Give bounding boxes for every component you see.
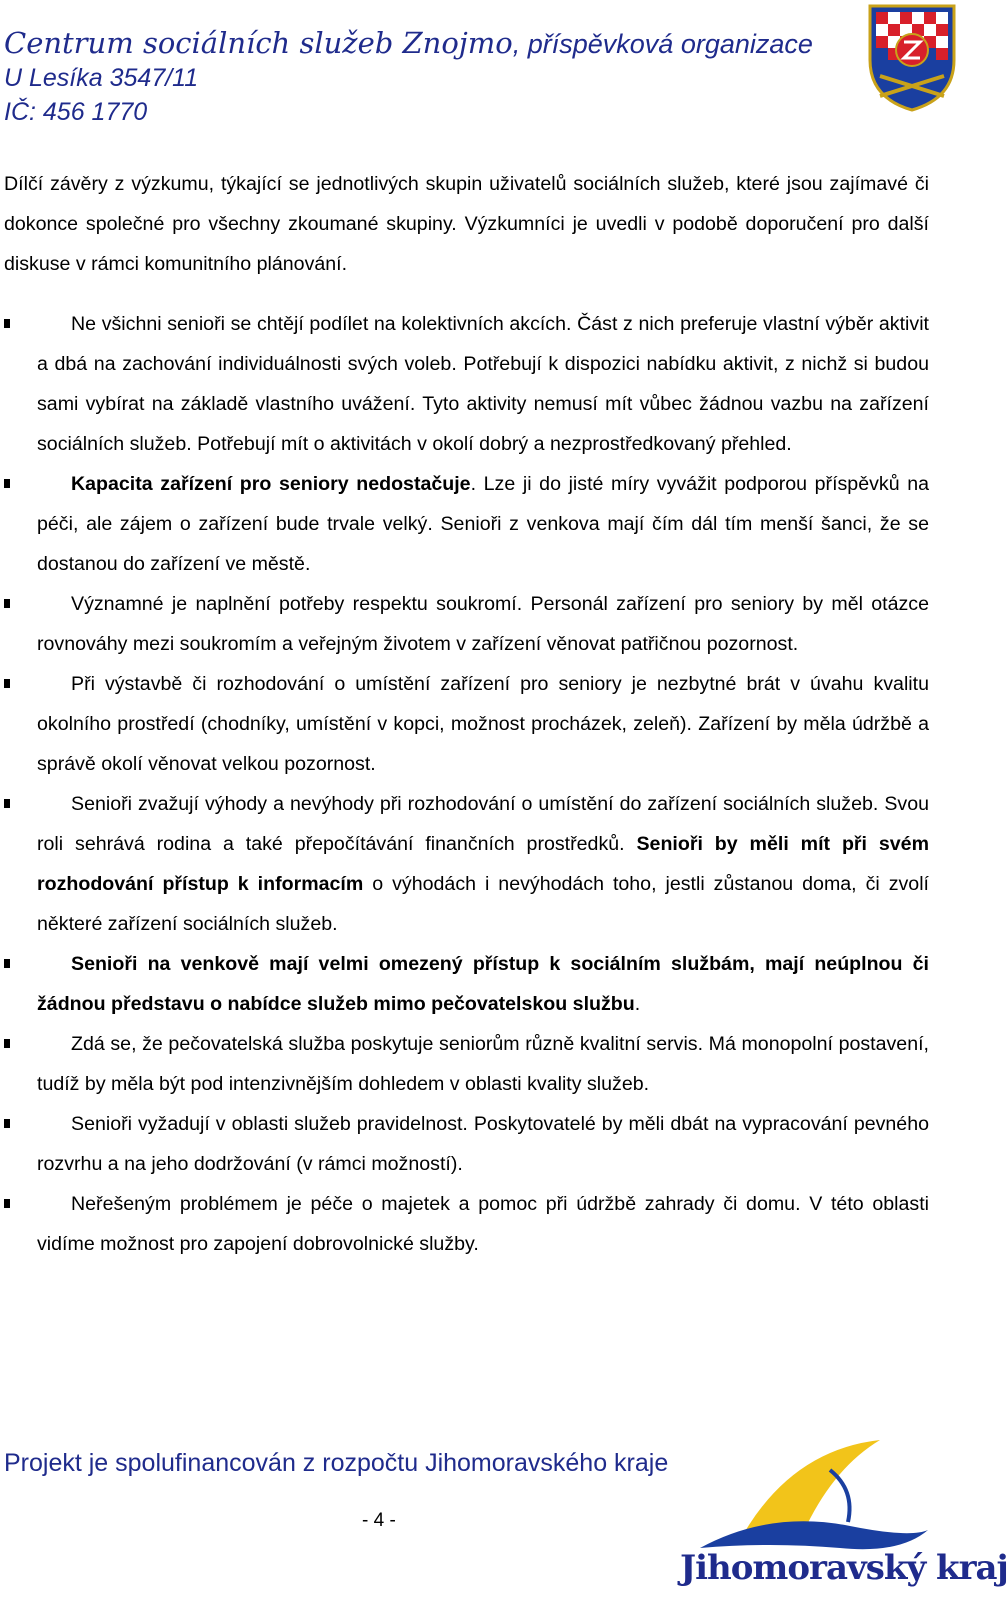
list-item: [4, 304, 929, 464]
org-name-script: Centrum sociálních služeb Znojmo: [4, 26, 513, 60]
item-text: Významné je naplnění potřeby respektu soukromí. Personál zařízení pro seniory by měl otázce rovnováhy mezi soukromím a veřejným životem v zařízení věnovat patřičnou pozornost.: [37, 593, 929, 655]
list-item: [4, 584, 929, 664]
square-bullet-icon: [4, 479, 10, 488]
item-text: . Lze ji do jisté míry vyvážit podporou příspěvků na péči, ale zájem o zařízení bude trvale velký. Senioři z venkova mají čím dál tím menší šanci, že se dostanou do zařízení ve městě.: [37, 473, 929, 575]
org-address: U Lesíka 3547/11: [4, 64, 199, 92]
org-ico: IČ: 456 1770: [4, 98, 148, 126]
item-text: Zdá se, že pečovatelská služba poskytuje seniorům různě kvalitní servis. Má monopolní postavení, tudíž by měla být pod intenzivnějším dohledem v oblasti kvality služeb.: [37, 1033, 929, 1095]
item-text: Senioři vyžadují v oblasti služeb pravidelnost. Poskytovatelé by měli dbát na vypracování pevného rozvrhu a na jeho dodržování (v rámci možností).: [37, 1113, 929, 1175]
item-text: .: [634, 993, 641, 1015]
square-bullet-icon: [4, 1199, 10, 1208]
org-name-rest: , příspěvková organizace: [512, 29, 813, 59]
page-number: - 4 -: [362, 1510, 396, 1531]
square-bullet-icon: [4, 959, 10, 968]
cofinancing-note: Projekt je spolufinancován z rozpočtu Jihomoravského kraje: [4, 1449, 669, 1477]
org-name: [4, 26, 813, 61]
item-text: Neřešeným problémem je péče o majetek a pomoc při údržbě zahrady či domu. V této oblasti vidíme možnost pro zapojení dobrovolnické služby.: [37, 1193, 929, 1255]
letterhead: [4, 26, 813, 129]
list-item: [4, 1184, 929, 1264]
recommendations-list: [4, 304, 929, 1264]
jihomoravsky-kraj-logo-text: Jihomoravský kraj: [680, 1548, 1008, 1588]
item-text-continued: o výhodách i nevýhodách toho, jestli zůstanou doma, či zvolí některé zařízení sociálních služeb.: [37, 873, 929, 935]
list-item: [4, 1024, 929, 1104]
square-bullet-icon: [4, 679, 10, 688]
square-bullet-icon: [4, 1039, 10, 1048]
document-body: [4, 164, 929, 1264]
item-text: Senioři zvažují výhody a nevýhody při rozhodování o umístění do zařízení sociálních služeb. Svou roli sehrává rodina a také přepočítávání finančních prostředků.: [37, 793, 929, 855]
list-item: [4, 944, 929, 1024]
list-item: [4, 784, 929, 944]
list-item: [4, 464, 929, 584]
square-bullet-icon: [4, 599, 10, 608]
item-text: Při výstavbě či rozhodování o umístění zařízení pro seniory je nezbytné brát v úvahu kvalitu okolního prostředí (chodníky, umístění v kopci, možnost procházek, zeleň). Zařízení by měla údržbě a správě okolí věnovat velkou pozornost.: [37, 673, 929, 775]
item-text: Ne všichni senioři se chtějí podílet na kolektivních akcích. Část z nich preferuje vlastní výběr aktivit a dbá na zachování individuálnosti svých voleb. Potřebují k dispozici nabídku aktivit, z nichž si budou sami vybírat na základě vlastního uvážení. Tyto aktivity nemusí mít vůbec žádnou vazbu na zařízení sociálních služeb. Potřebují mít o aktivitách v okolí dobrý a nezprostředkovaný přehled.: [37, 313, 929, 455]
item-bold-text: Senioři na venkově mají velmi omezený přístup k sociálním službám, mají neúplnou či žádnou představu o nabídce služeb mimo pečovatelskou službu: [37, 953, 929, 1015]
coat-of-arms-icon: [866, 2, 958, 114]
list-item: [4, 1104, 929, 1184]
square-bullet-icon: [4, 799, 10, 808]
intro-paragraph: Dílčí závěry z výzkumu, týkající se jednotlivých skupin uživatelů sociálních služeb, které jsou zajímavé či dokonce společné pro všechny zkoumané skupiny. Výzkumníci je uvedli v podobě doporučení pro další diskuse v rámci komunitního plánování.: [4, 173, 929, 275]
list-item: [4, 664, 929, 784]
square-bullet-icon: [4, 1119, 10, 1128]
item-bold-text: Senioři by měli mít při svém rozhodování přístup k informacím: [37, 833, 929, 895]
square-bullet-icon: [4, 319, 10, 328]
item-bold-text: Kapacita zařízení pro seniory nedostačuje: [71, 473, 471, 495]
